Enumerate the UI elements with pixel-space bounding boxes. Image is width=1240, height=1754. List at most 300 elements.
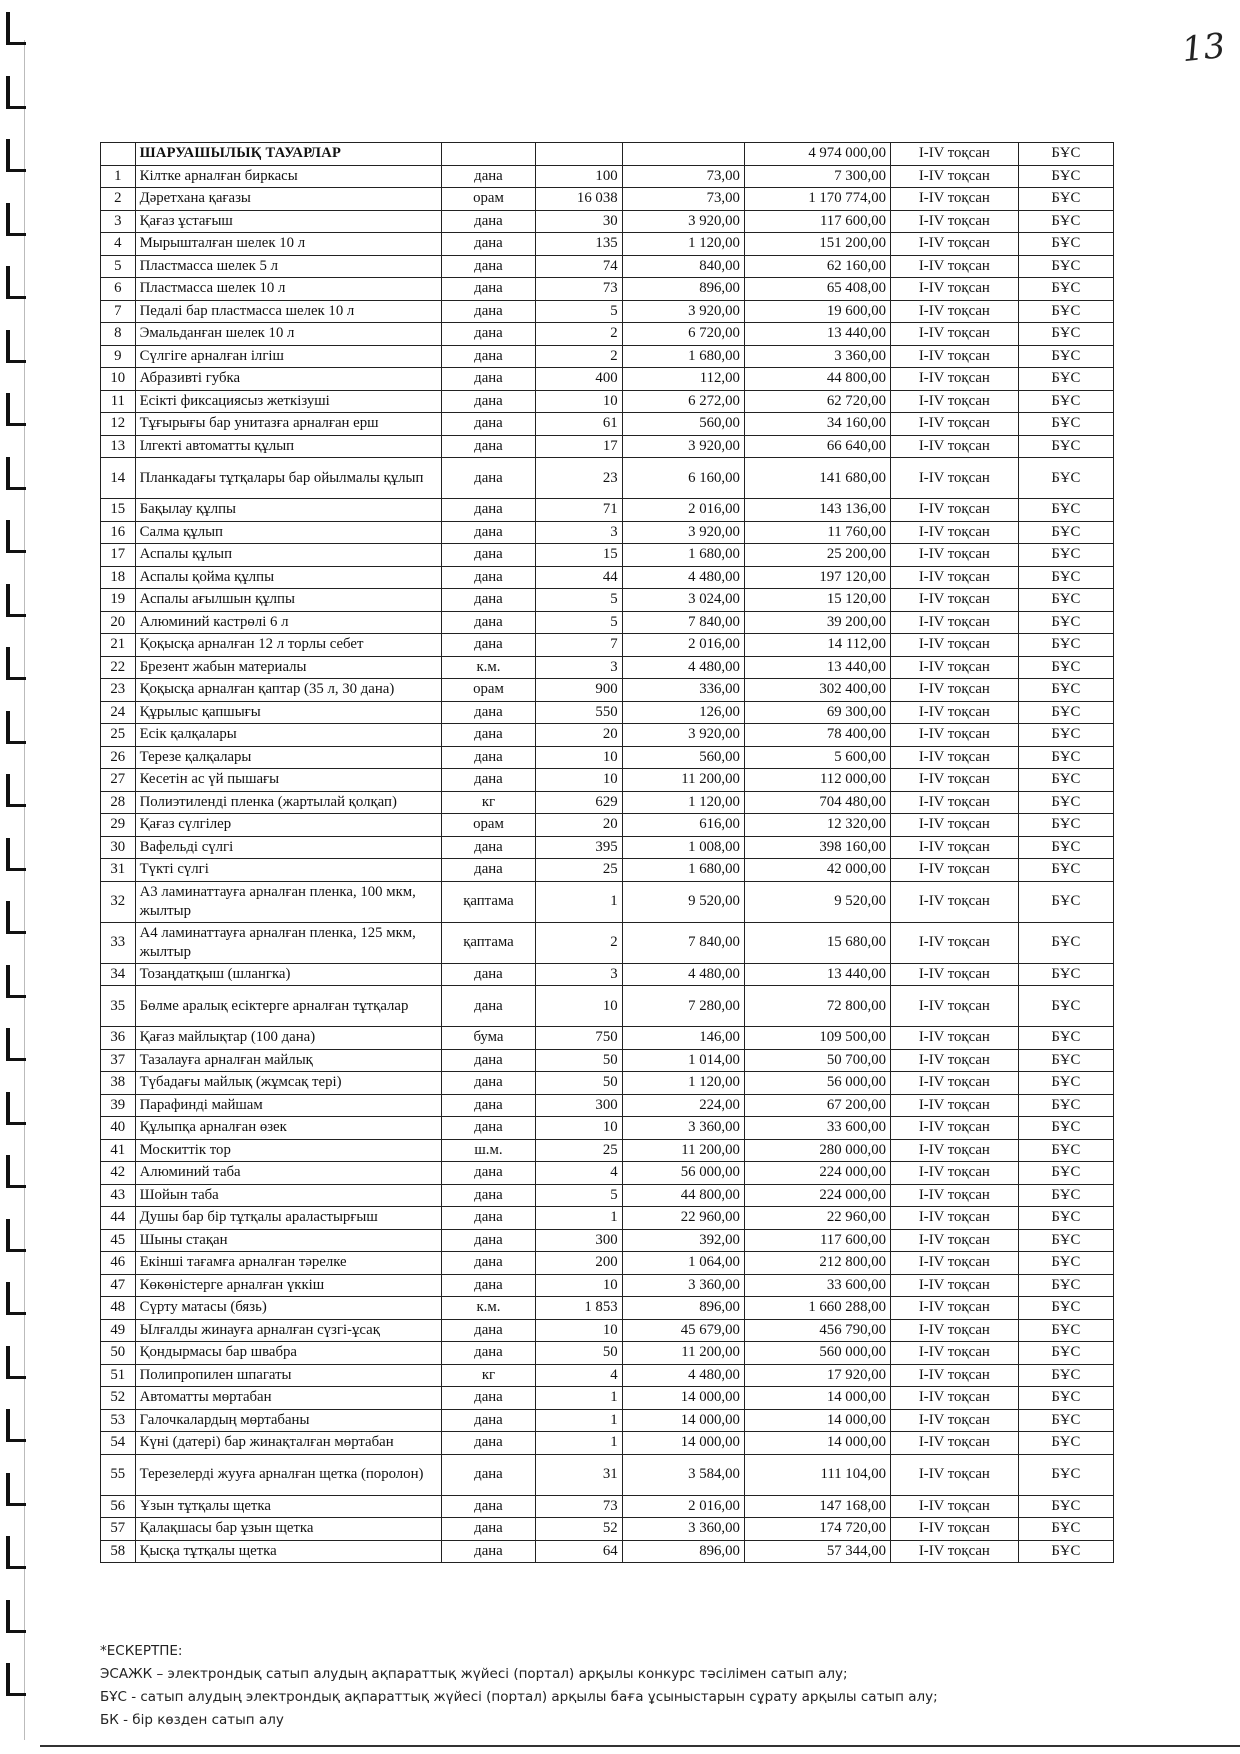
item-quantity: 4 xyxy=(536,1364,623,1387)
item-total: 224 000,00 xyxy=(744,1162,890,1185)
item-period: I-IV тоқсан xyxy=(891,1027,1019,1050)
item-period: I-IV тоқсан xyxy=(891,1049,1019,1072)
item-number: 57 xyxy=(101,1518,136,1541)
item-unit: орам xyxy=(441,679,535,702)
item-method: БҰС xyxy=(1018,1409,1113,1432)
item-unit-price: 11 200,00 xyxy=(622,1342,744,1365)
item-unit: дана xyxy=(441,368,535,391)
item-method: БҰС xyxy=(1018,323,1113,346)
item-period: I-IV тоқсан xyxy=(891,611,1019,634)
item-quantity: 4 xyxy=(536,1162,623,1185)
item-name: Түкті сүлгі xyxy=(135,859,441,882)
item-method: БҰС xyxy=(1018,1162,1113,1185)
item-method: БҰС xyxy=(1018,1319,1113,1342)
item-name: Тұғырығы бар унитазға арналған ерш xyxy=(135,413,441,436)
item-unit: дана xyxy=(441,1319,535,1342)
item-number: 29 xyxy=(101,814,136,837)
item-name: Аспалы қойма құлпы xyxy=(135,566,441,589)
item-total: 62 160,00 xyxy=(744,255,890,278)
item-unit: дана xyxy=(441,746,535,769)
item-quantity: 10 xyxy=(536,1274,623,1297)
item-quantity: 2 xyxy=(536,922,623,963)
item-number: 35 xyxy=(101,986,136,1027)
item-name: Қоқысқа арналған 12 л торлы себет xyxy=(135,634,441,657)
item-unit: дана xyxy=(441,769,535,792)
table-row xyxy=(101,188,1114,211)
item-number: 26 xyxy=(101,746,136,769)
item-name: Қоқысқа арналған қаптар (35 л, 30 дана) xyxy=(135,679,441,702)
binding-mark xyxy=(6,266,26,299)
item-name: Сүлгіге арналған ілгіш xyxy=(135,345,441,368)
item-number: 21 xyxy=(101,634,136,657)
section-unit-cell xyxy=(441,143,535,166)
table-row xyxy=(101,165,1114,188)
item-quantity: 1 xyxy=(536,1387,623,1410)
item-method: БҰС xyxy=(1018,1364,1113,1387)
item-period: I-IV тоқсан xyxy=(891,589,1019,612)
item-name: Көкөністерге арналған үккіш xyxy=(135,1274,441,1297)
item-unit: дана xyxy=(441,499,535,522)
item-unit-price: 896,00 xyxy=(622,1540,744,1563)
item-unit: дана xyxy=(441,435,535,458)
item-number: 7 xyxy=(101,300,136,323)
item-method: БҰС xyxy=(1018,458,1113,499)
item-quantity: 23 xyxy=(536,458,623,499)
item-total: 57 344,00 xyxy=(744,1540,890,1563)
item-unit: дана xyxy=(441,589,535,612)
item-unit-price: 560,00 xyxy=(622,746,744,769)
item-total: 111 104,00 xyxy=(744,1454,890,1495)
item-quantity: 15 xyxy=(536,544,623,567)
item-name: Есікті фиксациясыз жеткізуші xyxy=(135,390,441,413)
item-unit: дана xyxy=(441,1387,535,1410)
item-method: БҰС xyxy=(1018,233,1113,256)
item-name: Қағаз майлықтар (100 дана) xyxy=(135,1027,441,1050)
item-name: Ұзын тұтқалы щетка xyxy=(135,1495,441,1518)
item-unit-price: 1 008,00 xyxy=(622,836,744,859)
item-name: Құлыпқа арналған өзек xyxy=(135,1117,441,1140)
item-total: 17 920,00 xyxy=(744,1364,890,1387)
binding-mark xyxy=(6,1282,26,1315)
item-unit: дана xyxy=(441,1540,535,1563)
item-method: БҰС xyxy=(1018,1432,1113,1455)
item-period: I-IV тоқсан xyxy=(891,1139,1019,1162)
item-period: I-IV тоқсан xyxy=(891,814,1019,837)
item-unit: дана xyxy=(441,458,535,499)
item-total: 302 400,00 xyxy=(744,679,890,702)
item-method: БҰС xyxy=(1018,724,1113,747)
item-number: 16 xyxy=(101,521,136,544)
note-line: БҰС - сатып алудың электрондық ақпараттық жүйесі (портал) арқылы баға ұсыныстарын сұрату арқылы сатып алу; xyxy=(100,1689,938,1705)
item-unit-price: 392,00 xyxy=(622,1229,744,1252)
item-period: I-IV тоқсан xyxy=(891,210,1019,233)
item-total: 13 440,00 xyxy=(744,323,890,346)
item-period: I-IV тоқсан xyxy=(891,345,1019,368)
item-unit: бума xyxy=(441,1027,535,1050)
table-row xyxy=(101,791,1114,814)
item-quantity: 7 xyxy=(536,634,623,657)
item-number: 32 xyxy=(101,881,136,922)
item-total: 14 000,00 xyxy=(744,1387,890,1410)
item-number: 4 xyxy=(101,233,136,256)
item-total: 14 112,00 xyxy=(744,634,890,657)
item-unit-price: 3 920,00 xyxy=(622,521,744,544)
binding-mark xyxy=(6,139,26,172)
item-name: Терезелерді жууға арналған щетка (поролон) xyxy=(135,1454,441,1495)
item-name: Шойын таба xyxy=(135,1184,441,1207)
item-method: БҰС xyxy=(1018,1454,1113,1495)
item-unit: дана xyxy=(441,724,535,747)
item-unit-price: 7 280,00 xyxy=(622,986,744,1027)
item-method: БҰС xyxy=(1018,922,1113,963)
item-method: БҰС xyxy=(1018,278,1113,301)
item-total: 7 300,00 xyxy=(744,165,890,188)
item-unit: к.м. xyxy=(441,656,535,679)
item-method: БҰС xyxy=(1018,1094,1113,1117)
item-total: 22 960,00 xyxy=(744,1207,890,1230)
item-period: I-IV тоқсан xyxy=(891,368,1019,391)
item-name: Дәретхана қағазы xyxy=(135,188,441,211)
item-method: БҰС xyxy=(1018,589,1113,612)
item-unit: дана xyxy=(441,566,535,589)
item-total: 280 000,00 xyxy=(744,1139,890,1162)
item-quantity: 135 xyxy=(536,233,623,256)
item-number: 31 xyxy=(101,859,136,882)
item-unit-price: 616,00 xyxy=(622,814,744,837)
binding-mark xyxy=(6,1473,26,1506)
item-period: I-IV тоқсан xyxy=(891,1274,1019,1297)
table-row xyxy=(101,233,1114,256)
item-method: БҰС xyxy=(1018,413,1113,436)
table-row xyxy=(101,746,1114,769)
table-row xyxy=(101,1072,1114,1095)
item-unit: дана xyxy=(441,521,535,544)
item-quantity: 629 xyxy=(536,791,623,814)
item-number: 34 xyxy=(101,963,136,986)
table-row xyxy=(101,963,1114,986)
item-quantity: 20 xyxy=(536,724,623,747)
binding-mark xyxy=(6,1409,26,1442)
table-row xyxy=(101,986,1114,1027)
item-number: 5 xyxy=(101,255,136,278)
item-quantity: 10 xyxy=(536,1319,623,1342)
item-total: 12 320,00 xyxy=(744,814,890,837)
item-method: БҰС xyxy=(1018,188,1113,211)
item-total: 1 170 774,00 xyxy=(744,188,890,211)
item-period: I-IV тоқсан xyxy=(891,521,1019,544)
goods-table-body xyxy=(101,143,1114,1563)
binding-mark xyxy=(6,76,26,109)
table-row xyxy=(101,1409,1114,1432)
goods-table xyxy=(100,142,1114,1563)
item-method: БҰС xyxy=(1018,390,1113,413)
item-total: 14 000,00 xyxy=(744,1409,890,1432)
item-number: 41 xyxy=(101,1139,136,1162)
table-row xyxy=(101,922,1114,963)
item-period: I-IV тоқсан xyxy=(891,922,1019,963)
item-period: I-IV тоқсан xyxy=(891,300,1019,323)
item-total: 72 800,00 xyxy=(744,986,890,1027)
item-period: I-IV тоқсан xyxy=(891,390,1019,413)
item-unit-price: 146,00 xyxy=(622,1027,744,1050)
item-period: I-IV тоқсан xyxy=(891,255,1019,278)
item-number: 54 xyxy=(101,1432,136,1455)
item-quantity: 71 xyxy=(536,499,623,522)
item-quantity: 3 xyxy=(536,963,623,986)
item-period: I-IV тоқсан xyxy=(891,1162,1019,1185)
item-name: Планкадағы тұтқалары бар ойылмалы құлып xyxy=(135,458,441,499)
item-unit-price: 896,00 xyxy=(622,1297,744,1320)
item-method: БҰС xyxy=(1018,499,1113,522)
item-period: I-IV тоқсан xyxy=(891,435,1019,458)
item-name: Кілтке арналған биркасы xyxy=(135,165,441,188)
table-row xyxy=(101,1319,1114,1342)
item-quantity: 64 xyxy=(536,1540,623,1563)
item-unit: дана xyxy=(441,1072,535,1095)
item-unit-price: 14 000,00 xyxy=(622,1432,744,1455)
item-name: Полиэтиленді пленка (жартылай қолқап) xyxy=(135,791,441,814)
table-row xyxy=(101,1049,1114,1072)
table-row xyxy=(101,611,1114,634)
item-number: 15 xyxy=(101,499,136,522)
table-row xyxy=(101,634,1114,657)
item-name: Ылғалды жинауға арналған сүзгі-ұсақ xyxy=(135,1319,441,1342)
item-method: БҰС xyxy=(1018,566,1113,589)
item-total: 13 440,00 xyxy=(744,656,890,679)
item-unit: дана xyxy=(441,1518,535,1541)
item-name: Түбадағы майлық (жұмсақ тері) xyxy=(135,1072,441,1095)
item-number: 22 xyxy=(101,656,136,679)
item-name: Есік қалқалары xyxy=(135,724,441,747)
item-name: Парафинді майшам xyxy=(135,1094,441,1117)
item-period: I-IV тоқсан xyxy=(891,1387,1019,1410)
table-row xyxy=(101,881,1114,922)
item-name: А3 ламинаттауға арналған пленка, 100 мкм, жылтыр xyxy=(135,881,441,922)
item-period: I-IV тоқсан xyxy=(891,1342,1019,1365)
item-period: I-IV тоқсан xyxy=(891,1409,1019,1432)
table-row xyxy=(101,278,1114,301)
item-name: Эмальданған шелек 10 л xyxy=(135,323,441,346)
item-unit-price: 3 584,00 xyxy=(622,1454,744,1495)
item-period: I-IV тоқсан xyxy=(891,1117,1019,1140)
item-method: БҰС xyxy=(1018,1207,1113,1230)
item-quantity: 31 xyxy=(536,1454,623,1495)
item-method: БҰС xyxy=(1018,701,1113,724)
item-quantity: 5 xyxy=(536,300,623,323)
item-unit: дана xyxy=(441,1094,535,1117)
item-period: I-IV тоқсан xyxy=(891,499,1019,522)
item-name: Душы бар бір тұтқалы араластырғыш xyxy=(135,1207,441,1230)
table-row xyxy=(101,1207,1114,1230)
item-name: Бөлме аралық есіктерге арналған тұтқалар xyxy=(135,986,441,1027)
item-name: Қалақшасы бар ұзын щетка xyxy=(135,1518,441,1541)
item-unit: дана xyxy=(441,278,535,301)
item-unit-price: 6 272,00 xyxy=(622,390,744,413)
item-total: 34 160,00 xyxy=(744,413,890,436)
item-method: БҰС xyxy=(1018,1184,1113,1207)
item-period: I-IV тоқсан xyxy=(891,963,1019,986)
table-row xyxy=(101,566,1114,589)
item-name: Қысқа тұтқалы щетка xyxy=(135,1540,441,1563)
item-number: 9 xyxy=(101,345,136,368)
item-quantity: 300 xyxy=(536,1094,623,1117)
item-unit: қаптама xyxy=(441,881,535,922)
item-total: 112 000,00 xyxy=(744,769,890,792)
item-total: 25 200,00 xyxy=(744,544,890,567)
item-period: I-IV тоқсан xyxy=(891,458,1019,499)
item-period: I-IV тоқсан xyxy=(891,1297,1019,1320)
item-total: 67 200,00 xyxy=(744,1094,890,1117)
item-total: 456 790,00 xyxy=(744,1319,890,1342)
table-row xyxy=(101,413,1114,436)
item-quantity: 50 xyxy=(536,1342,623,1365)
item-unit-price: 3 360,00 xyxy=(622,1518,744,1541)
item-unit: дана xyxy=(441,701,535,724)
item-period: I-IV тоқсан xyxy=(891,188,1019,211)
item-unit: ш.м. xyxy=(441,1139,535,1162)
table-row xyxy=(101,589,1114,612)
item-total: 42 000,00 xyxy=(744,859,890,882)
item-quantity: 1 xyxy=(536,1432,623,1455)
item-unit: кг xyxy=(441,1364,535,1387)
table-row xyxy=(101,1364,1114,1387)
item-method: БҰС xyxy=(1018,963,1113,986)
item-name: Абразивті губка xyxy=(135,368,441,391)
table-row xyxy=(101,1540,1114,1563)
item-method: БҰС xyxy=(1018,881,1113,922)
item-total: 147 168,00 xyxy=(744,1495,890,1518)
item-name: Құрылыс қапшығы xyxy=(135,701,441,724)
item-unit-price: 224,00 xyxy=(622,1094,744,1117)
item-number: 52 xyxy=(101,1387,136,1410)
item-quantity: 25 xyxy=(536,1139,623,1162)
item-quantity: 1 xyxy=(536,881,623,922)
item-quantity: 395 xyxy=(536,836,623,859)
item-quantity: 10 xyxy=(536,746,623,769)
item-unit: дана xyxy=(441,413,535,436)
item-name: Педалі бар пластмасса шелек 10 л xyxy=(135,300,441,323)
item-total: 174 720,00 xyxy=(744,1518,890,1541)
item-period: I-IV тоқсан xyxy=(891,836,1019,859)
table-row xyxy=(101,390,1114,413)
item-name: Кесетін ас үй пышағы xyxy=(135,769,441,792)
item-name: А4 ламинаттауға арналған пленка, 125 мкм, жылтыр xyxy=(135,922,441,963)
item-name: Қондырмасы бар швабра xyxy=(135,1342,441,1365)
item-number: 3 xyxy=(101,210,136,233)
item-quantity: 10 xyxy=(536,1117,623,1140)
item-total: 11 760,00 xyxy=(744,521,890,544)
item-unit-price: 1 120,00 xyxy=(622,791,744,814)
section-period: I-IV тоқсан xyxy=(891,143,1019,166)
item-unit: дана xyxy=(441,1252,535,1275)
item-period: I-IV тоқсан xyxy=(891,1495,1019,1518)
item-quantity: 10 xyxy=(536,769,623,792)
item-number: 8 xyxy=(101,323,136,346)
item-period: I-IV тоқсан xyxy=(891,544,1019,567)
item-quantity: 5 xyxy=(536,611,623,634)
item-period: I-IV тоқсан xyxy=(891,1229,1019,1252)
item-total: 33 600,00 xyxy=(744,1274,890,1297)
item-unit-price: 336,00 xyxy=(622,679,744,702)
table-row xyxy=(101,255,1114,278)
binding-mark xyxy=(6,1155,26,1188)
binding-mark xyxy=(6,1028,26,1061)
item-unit-price: 3 920,00 xyxy=(622,435,744,458)
item-name: Пластмасса шелек 5 л xyxy=(135,255,441,278)
item-method: БҰС xyxy=(1018,746,1113,769)
item-total: 15 680,00 xyxy=(744,922,890,963)
item-unit-price: 3 920,00 xyxy=(622,300,744,323)
item-unit-price: 3 024,00 xyxy=(622,589,744,612)
item-method: БҰС xyxy=(1018,521,1113,544)
item-number: 44 xyxy=(101,1207,136,1230)
table-row xyxy=(101,300,1114,323)
item-unit: дана xyxy=(441,963,535,986)
item-method: БҰС xyxy=(1018,1139,1113,1162)
item-period: I-IV тоқсан xyxy=(891,413,1019,436)
table-row xyxy=(101,1342,1114,1365)
item-total: 19 600,00 xyxy=(744,300,890,323)
item-total: 143 136,00 xyxy=(744,499,890,522)
table-row xyxy=(101,679,1114,702)
item-unit: дана xyxy=(441,1454,535,1495)
item-unit: дана xyxy=(441,1409,535,1432)
item-quantity: 1 xyxy=(536,1409,623,1432)
item-quantity: 10 xyxy=(536,390,623,413)
item-quantity: 3 xyxy=(536,656,623,679)
item-unit: дана xyxy=(441,1207,535,1230)
item-number: 53 xyxy=(101,1409,136,1432)
binding-mark xyxy=(6,774,26,807)
item-total: 197 120,00 xyxy=(744,566,890,589)
item-method: БҰС xyxy=(1018,1072,1113,1095)
item-method: БҰС xyxy=(1018,1297,1113,1320)
item-total: 560 000,00 xyxy=(744,1342,890,1365)
item-number: 37 xyxy=(101,1049,136,1072)
item-total: 62 720,00 xyxy=(744,390,890,413)
item-name: Салма құлып xyxy=(135,521,441,544)
table-row xyxy=(101,499,1114,522)
item-quantity: 5 xyxy=(536,1184,623,1207)
item-unit: дана xyxy=(441,1184,535,1207)
item-total: 9 520,00 xyxy=(744,881,890,922)
item-unit: дана xyxy=(441,1342,535,1365)
item-method: БҰС xyxy=(1018,679,1113,702)
item-unit-price: 9 520,00 xyxy=(622,881,744,922)
item-name: Ілгекті автоматты құлып xyxy=(135,435,441,458)
item-name: Қағаз ұстағыш xyxy=(135,210,441,233)
item-number: 51 xyxy=(101,1364,136,1387)
item-quantity: 30 xyxy=(536,210,623,233)
binding-mark xyxy=(6,838,26,871)
item-name: Шыны стақан xyxy=(135,1229,441,1252)
item-quantity: 20 xyxy=(536,814,623,837)
table-row xyxy=(101,323,1114,346)
item-method: БҰС xyxy=(1018,255,1113,278)
item-unit: дана xyxy=(441,1229,535,1252)
item-period: I-IV тоқсан xyxy=(891,1072,1019,1095)
item-total: 224 000,00 xyxy=(744,1184,890,1207)
table-row xyxy=(101,1518,1114,1541)
table-row xyxy=(101,656,1114,679)
item-name: Алюминий таба xyxy=(135,1162,441,1185)
item-number: 39 xyxy=(101,1094,136,1117)
item-method: БҰС xyxy=(1018,1518,1113,1541)
item-number: 48 xyxy=(101,1297,136,1320)
item-period: I-IV тоқсан xyxy=(891,746,1019,769)
item-unit: дана xyxy=(441,634,535,657)
item-unit-price: 73,00 xyxy=(622,188,744,211)
